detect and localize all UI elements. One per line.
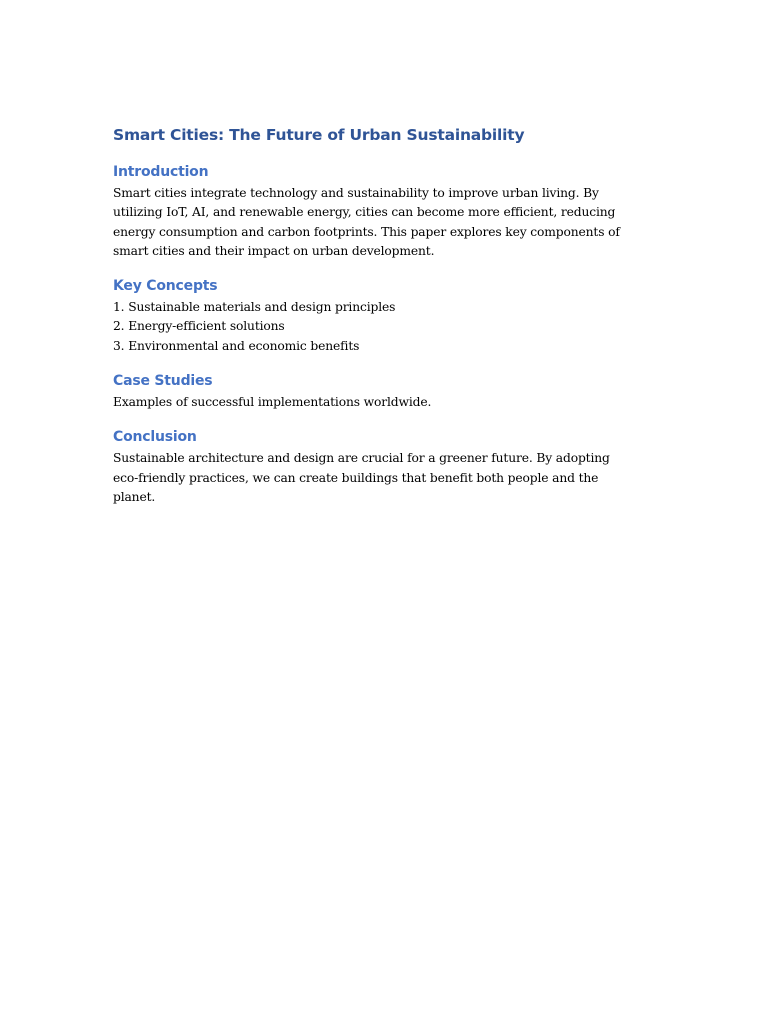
list-item: 3. Environmental and economic benefits	[113, 338, 360, 353]
section-heading-case-studies: Case Studies	[113, 373, 213, 390]
section-case-studies	[113, 370, 638, 412]
section-body-conclusion: Sustainable architecture and design are crucial for a greener future. By adopting eco-friendly practices, we can create buildings that benefit both people and the planet.	[113, 451, 610, 504]
list-item: 1. Sustainable materials and design principles	[113, 300, 396, 315]
document-title: Smart Cities: The Future of Urban Sustainability	[113, 126, 525, 144]
section-introduction	[113, 161, 638, 261]
document-body	[113, 124, 638, 521]
section-body-case-studies: Examples of successful implementations worldwide.	[113, 395, 432, 410]
section-body-introduction: Smart cities integrate technology and sustainability to improve urban living. By utilizing IoT, AI, and renewable energy, cities can become more efficient, reducing energy consumption and carbon footprints. This paper explores key components of smart cities and their impact on urban development.	[113, 186, 620, 258]
section-heading-conclusion: Conclusion	[113, 429, 197, 446]
section-heading-introduction: Introduction	[113, 164, 209, 180]
list-item: 2. Energy-efficient solutions	[113, 319, 285, 334]
section-key-concepts	[113, 275, 638, 356]
section-conclusion	[113, 426, 638, 507]
key-concepts-list	[113, 298, 638, 356]
section-heading-key-concepts: Key Concepts	[113, 278, 218, 295]
